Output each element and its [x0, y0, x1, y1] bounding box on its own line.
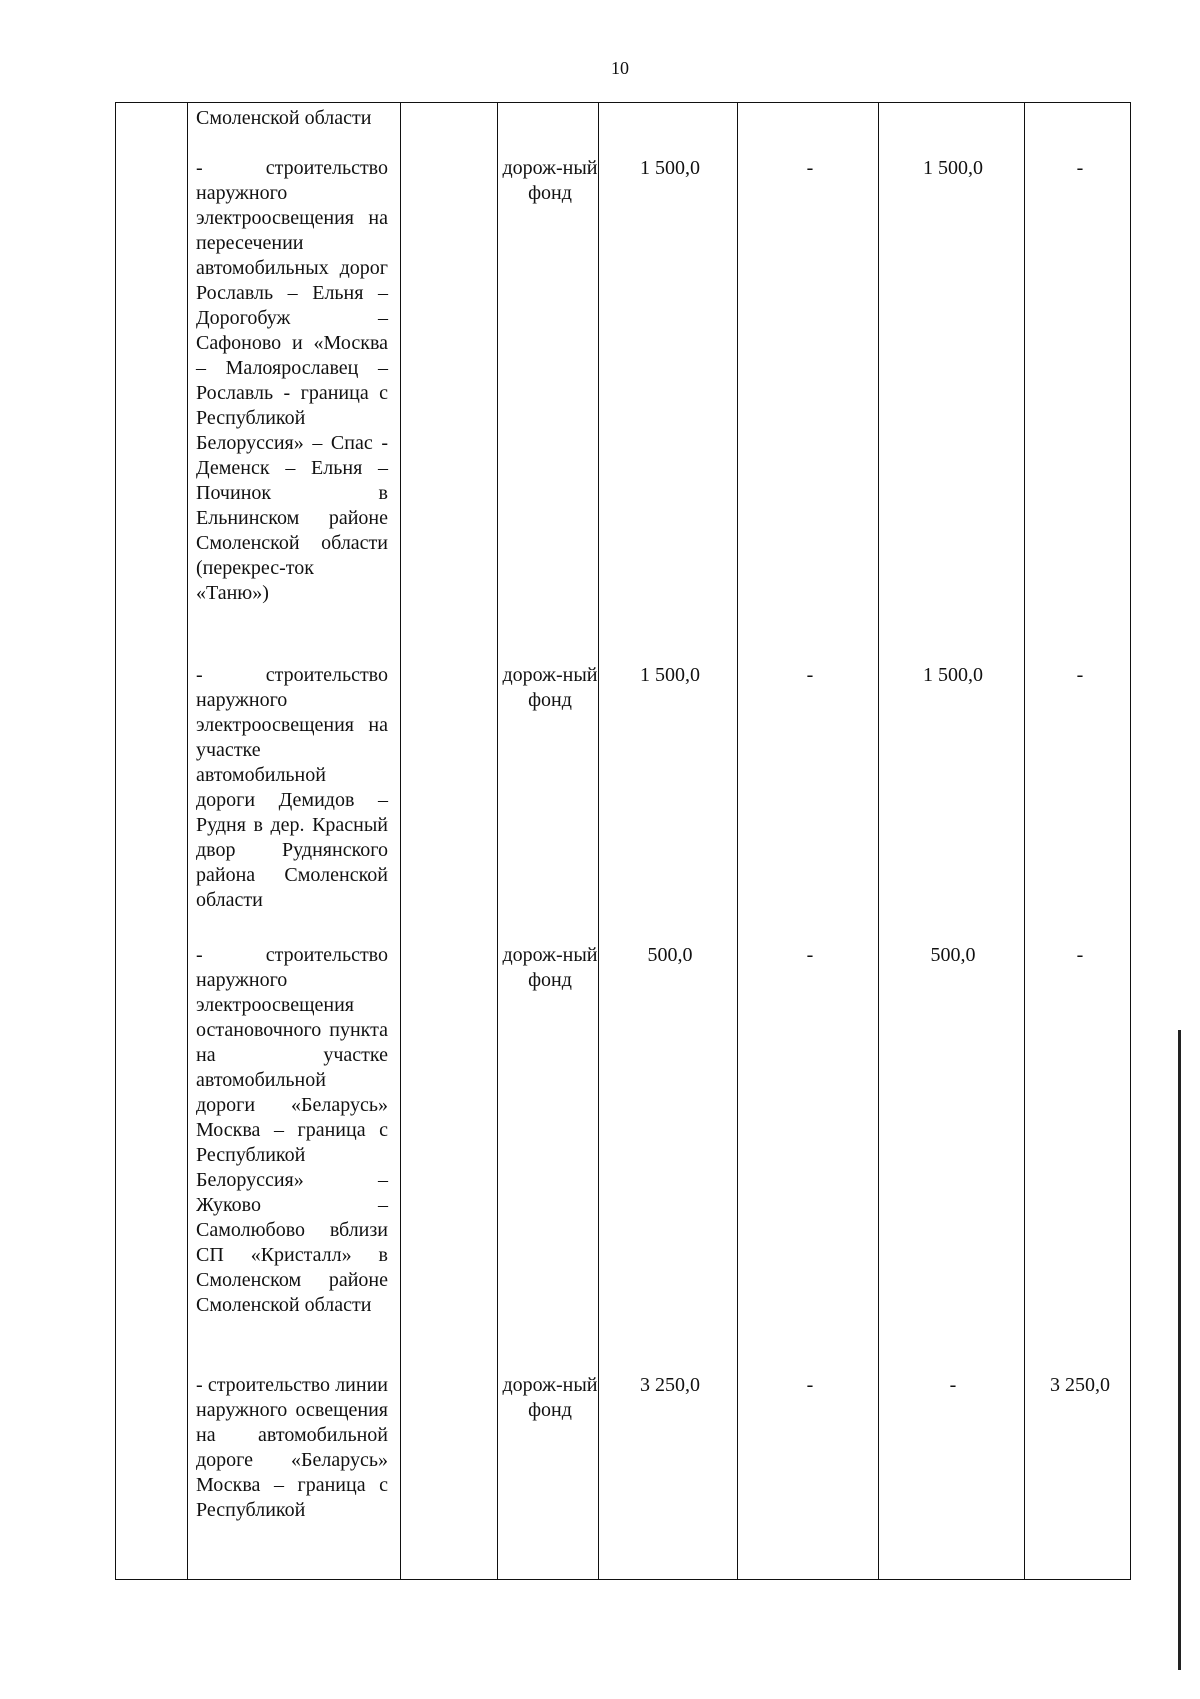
row-value-total: 1 500,0: [640, 157, 700, 179]
row-value-4: 3 250,0: [1050, 1374, 1110, 1396]
row-value-2: -: [806, 944, 814, 966]
row-fund: дорож-ный фонд: [502, 1374, 598, 1421]
row-description: - строительство наружного электроосвещения на участке автомобильной дороги Демидов – Рудня в дер. Красный двор Руднянского района Смоленской области: [196, 664, 388, 911]
row-value-4: -: [1076, 664, 1084, 686]
column-divider: [497, 102, 498, 1580]
intro-text: Смоленской области: [196, 107, 372, 129]
column-divider: [737, 102, 738, 1580]
column-divider: [878, 102, 879, 1580]
column-divider: [187, 102, 188, 1580]
row-value-4: -: [1076, 157, 1084, 179]
row-value-total: 3 250,0: [640, 1374, 700, 1396]
scan-edge-mark: [1178, 1030, 1181, 1670]
page-number: 10: [611, 58, 629, 78]
row-value-3: -: [949, 1374, 957, 1396]
row-description: - строительство линии наружного освещения на автомобильной дороге «Беларусь» Москва – граница с Республикой: [196, 1374, 388, 1521]
row-value-4: -: [1076, 944, 1084, 966]
row-fund: дорож-ный фонд: [502, 944, 598, 991]
column-divider: [400, 102, 401, 1580]
row-value-3: 500,0: [930, 944, 976, 966]
row-fund: дорож-ный фонд: [502, 664, 598, 711]
row-value-3: 1 500,0: [923, 157, 983, 179]
row-value-3: 1 500,0: [923, 664, 983, 686]
column-divider: [598, 102, 599, 1580]
row-value-2: -: [806, 1374, 814, 1396]
row-description: - строительство наружного электроосвещения остановочного пункта на участке автомобильной дороги «Беларусь» Москва – граница с Республикой Белоруссия» – Жуково – Самолюбово вблизи СП «Кристалл» в Смоленском районе Смоленской области: [196, 944, 388, 1316]
row-value-total: 500,0: [647, 944, 693, 966]
row-value-2: -: [806, 664, 814, 686]
row-value-total: 1 500,0: [640, 664, 700, 686]
row-fund: дорож-ный фонд: [502, 157, 598, 204]
column-divider: [1024, 102, 1025, 1580]
row-value-2: -: [806, 157, 814, 179]
row-description: - строительство наружного электроосвещения на пересечении автомобильных дорог Рославль – Ельня – Дорогобуж – Сафоново и «Москва – Малоярославец – Рославль - граница с Республикой Белоруссия» – Спас - Деменск – Ельня – Починок в Ельнинском районе Смоленской области (перекрес-ток «Таню»): [196, 157, 388, 604]
